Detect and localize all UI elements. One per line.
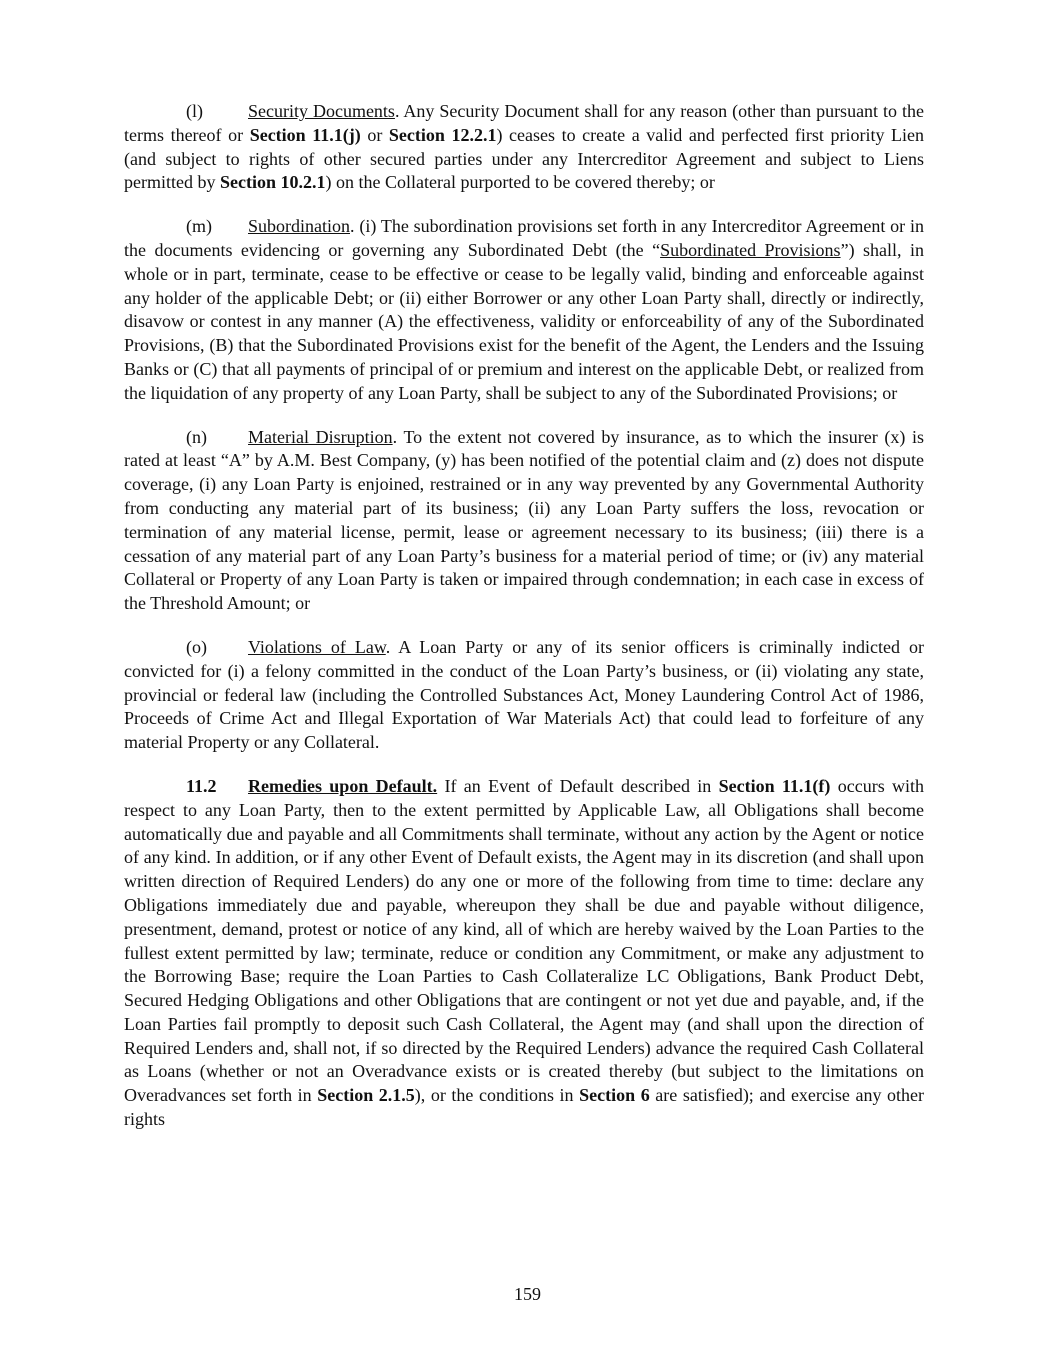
section-title: Subordination — [248, 216, 350, 237]
section-reference: Section 10.2.1 — [219, 172, 326, 193]
defined-term: Subordinated Provisions — [660, 239, 841, 260]
body-text: ), or the conditions in — [414, 1085, 580, 1106]
section-n-paragraph — [124, 426, 924, 616]
section-reference: Section 2.1.5 — [317, 1085, 415, 1106]
section-11-2-paragraph — [124, 775, 924, 1132]
page-number: 159 — [514, 1284, 541, 1304]
body-text: or — [360, 124, 389, 145]
section-reference: Section 11.1(f) — [718, 775, 831, 796]
body-text: ) ceases to create a valid and perfected first priority Lien (and subject to rights of other secured parties under any Intercreditor Agreement and subject to Liens permitted by — [124, 124, 925, 193]
body-text: ”) shall, in whole or in part, terminate, cease to be effective or cease to be legally valid, binding and enforceable against any holder of the applicable Debt; or (ii) either Borrower or any other Loan Party shall, directly or indirectly, disavow or contest in any manner (A) the effectiveness, validity or enforceability of any of the Subordinated Provisions, (B) that the Subordinated Provisions exist for the benefit of the Agent, the Lenders and the Issuing Banks or (C) that all payments of principal of or premium and interest on the applicable Debt, or realized from the liquidation of any property of any Loan Party, shall be subject to any of the Subordinated Provisions; or — [124, 239, 924, 403]
body-text: . Any Security Document shall for any reason (other than pursuant to the terms thereof or — [124, 101, 924, 145]
section-label: (m) — [186, 216, 212, 237]
document-page — [124, 100, 924, 1152]
section-label: (n) — [186, 426, 207, 447]
section-heading: Remedies upon Default. — [248, 775, 438, 796]
body-text: If an Event of Default described in — [437, 775, 719, 796]
section-o-paragraph — [124, 636, 924, 755]
section-title: Security Documents — [248, 101, 395, 121]
section-title: Violations of Law — [248, 636, 386, 657]
section-title: Material Disruption — [248, 426, 393, 447]
section-label: (o) — [186, 636, 207, 657]
section-m-paragraph — [124, 215, 924, 405]
section-label: (l) — [186, 101, 203, 121]
body-text: ) on the Collateral purported to be covered thereby; or — [325, 172, 715, 193]
body-text: . To the extent not covered by insurance, as to which the insurer (x) is rated at least “A” by A.M. Best Company, (y) has been notified of the potential claim and (z) does not dispute coverage, (i) any Loan Party is enjoined, restrained or in any way prevented by any Governmental Authority from conducting any material part of its business; (ii) any Loan Party suffers the loss, revocation or termination of any material license, permit, lease or agreement necessary to its business; (iii) there is a cessation of any material part of any Loan Party’s business for a material period of time; or (iv) any material Collateral or Property of any Loan Party is taken or impaired through condemnation; in each case in excess of the Threshold Amount; or — [124, 426, 924, 614]
body-text: . A Loan Party or any of its senior officers is criminally indicted or convicted for (i) a felony committed in the conduct of the Loan Party’s business, or (ii) violating any state, provincial or federal law (including the Controlled Substances Act, Money Laundering Control Act of 1986, Proceeds of Crime Act and Illegal Exportation of War Materials Act) that could lead to forfeiture of any material Property or any Collateral. — [124, 636, 924, 753]
section-reference: Section 11.1(j) — [249, 124, 361, 145]
section-number: 11.2 — [186, 775, 217, 796]
body-text: occurs with respect to any Loan Party, then to the extent permitted by Applicable Law, all Obligations shall become automatically due and payable and all Commitments shall terminate, without any action by the Agent or notice of any kind. In addition, or if any other Event of Default exists, the Agent may in its discretion (and shall upon written direction of Required Lenders) do any one or more of the following from time to time: declare any Obligations immediately due and payable, whereupon they shall be due and payable without diligence, presentment, demand, protest or notice of any kind, all of which are hereby waived by the Loan Parties to the fullest extent permitted by law; terminate, reduce or condition any Commitment, or make any adjustment to the Borrowing Base; require the Loan Parties to Cash Collateralize LC Obligations, Bank Product Debt, Secured Hedging Obligations and other Obligations that are contingent or not yet due and payable, and, if the Loan Parties fail promptly to deposit such Cash Collateral, the Agent may (and shall upon the direction of Required Lenders and, shall not, if so directed by the Required Lenders) advance the required Cash Collateral as Loans (whether or not an Overadvance exists or is created thereby (but subject to the limitations on Overadvances set forth in — [124, 775, 925, 1106]
section-reference: Section 12.2.1 — [388, 124, 497, 145]
section-l-paragraph — [124, 100, 924, 195]
body-text: are satisfied); and exercise any other rights — [124, 1085, 925, 1130]
body-text: . (i) The subordination provisions set forth in any Intercreditor Agreement or in the documents evidencing or governing any Subordinated Debt (the “ — [124, 216, 924, 260]
section-reference: Section 6 — [579, 1085, 650, 1106]
